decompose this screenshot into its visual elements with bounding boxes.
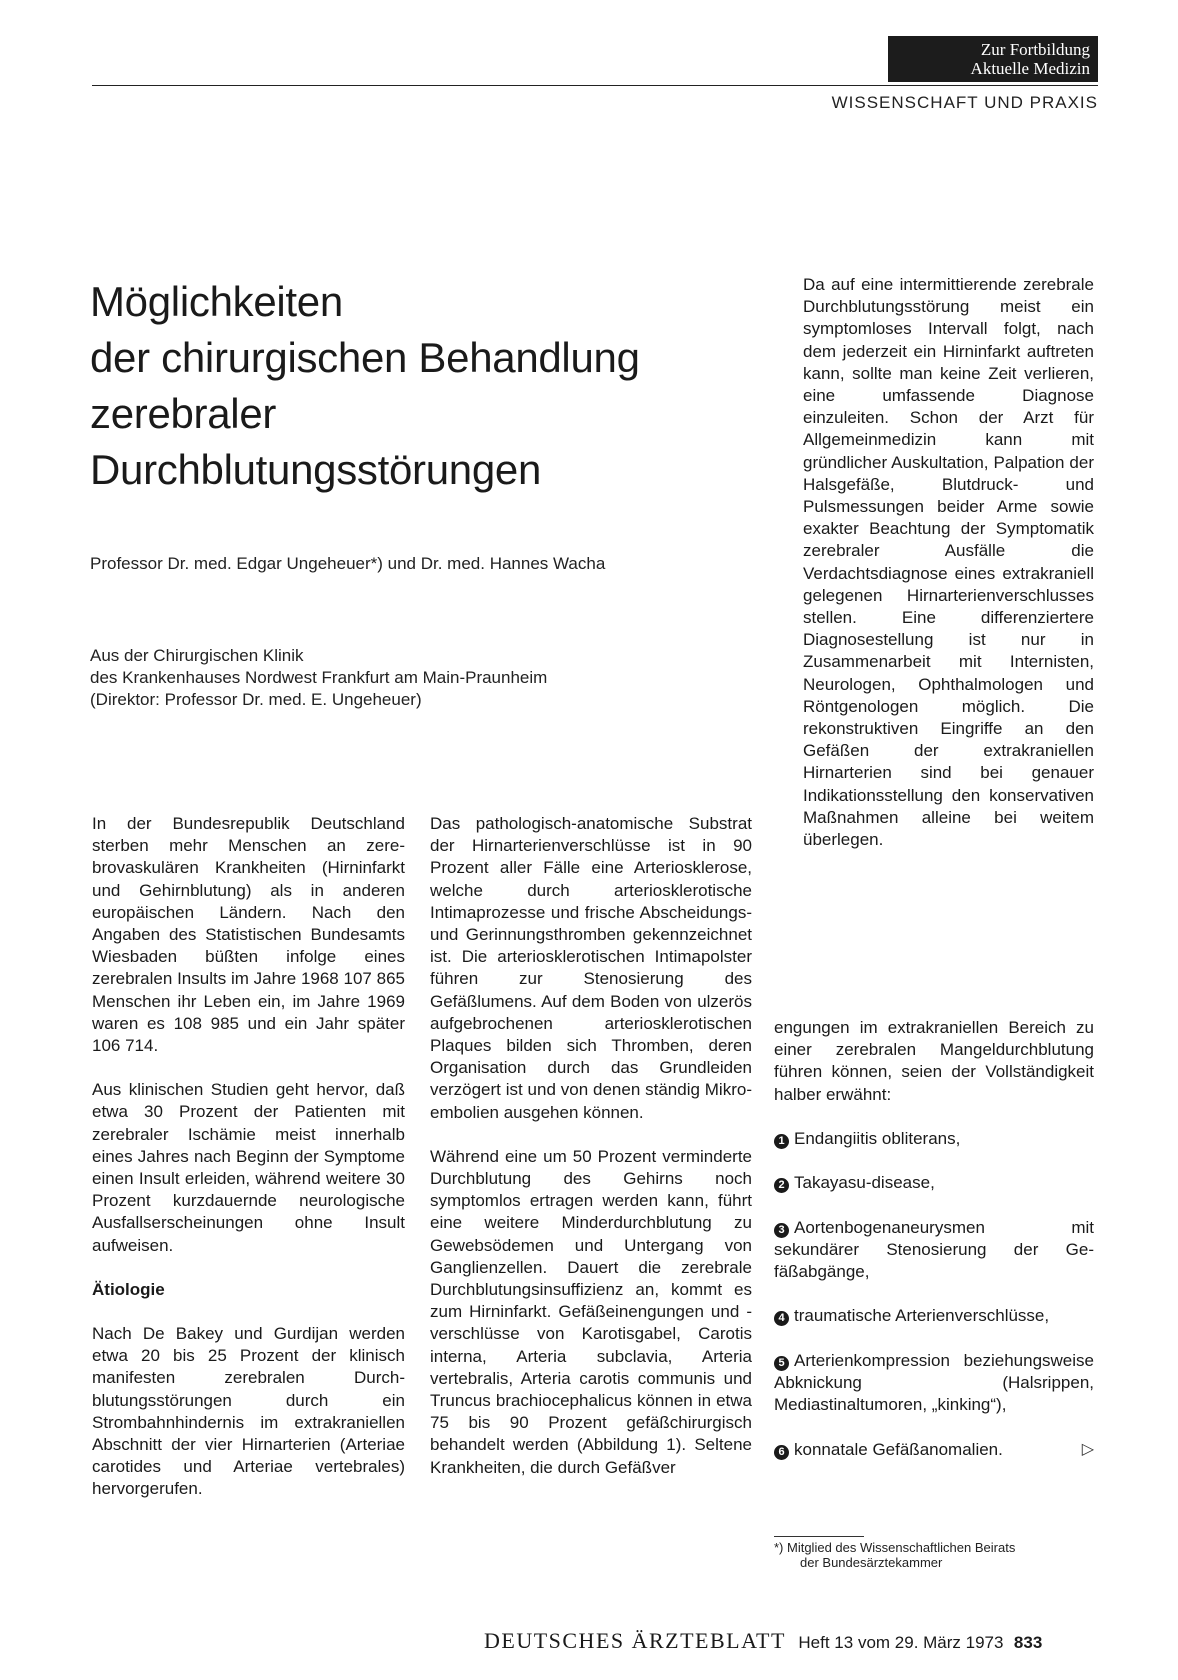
number-badge-icon: 6 bbox=[774, 1445, 789, 1460]
list-item-text: Arterienkompression beziehungsweise Abknickung (Halsrippen, Mediastinaltumoren, „kinking“), bbox=[774, 1350, 1094, 1415]
affiliation-line: Aus der Chirurgischen Klinik bbox=[90, 646, 304, 665]
list-item bbox=[774, 1350, 1094, 1417]
article-title bbox=[90, 274, 730, 498]
paragraph: Das pathologisch-anatomische Substrat der Hirnarterienverschlüsse ist in 90 Prozent aller Fälle eine Arteriosklerose, welche durch arteriosklerotische Intimaprozesse und frische Abscheidungs- und Gerinnungsthromben gekennzeichnet ist. Die arteriosklerotischen Intimapolster führen zur Stenosierung des Gefäßlumens. Auf dem Boden von ulzerös aufgebrochenen arteriosklerotischen Plaques bilden sich Thromben, deren Organisation durch das Grundleiden verzögert ist und von denen ständig Mikroembolien ausgehen können. bbox=[430, 814, 752, 1122]
paragraph: engungen im extrakraniellen Bereich zu einer zerebralen Mangeldurchblutung führen können, seien der Vollständigkeit halber erwähnt: bbox=[774, 1018, 1094, 1104]
header-rule bbox=[92, 85, 1098, 86]
number-badge-icon: 2 bbox=[774, 1178, 789, 1193]
paragraph: Während eine um 50 Prozent verminderte Durchblutung des Gehirns noch symptomlos ertragen werden kann, führt eine weitere Minderdurchblutung zu Gewebsödemen und Untergang von Ganglienzellen. Dauert die zerebrale Durchblutungsinsuffizienz an, kommt es zum Hirninfarkt. Gefäßeinengungen und -verschlüsse von Karotisgabel, Carotis interna, Arteria subclavia, Arteria vertebralis, Arteria carotis communis und Truncus brachiocephalicus können in etwa 75 bis 90 Prozent gefäßchirurgisch behandelt werden (Abbildung 1). Seltene Krankheiten, die durch Gefäßver bbox=[430, 1146, 752, 1477]
badge-line-1: Zur Fortbildung bbox=[980, 40, 1090, 59]
title-line: zerebraler bbox=[90, 390, 277, 438]
page-number: 833 bbox=[1013, 1633, 1043, 1652]
title-line: Möglichkeiten bbox=[90, 278, 343, 326]
badge-line-2: Aktuelle Medizin bbox=[970, 59, 1090, 78]
number-badge-icon: 3 bbox=[774, 1223, 789, 1238]
disease-list bbox=[774, 1128, 1094, 1461]
list-item-text: konnatale Gefäßanomalien. bbox=[794, 1439, 1003, 1459]
affiliation-line: (Direktor: Professor Dr. med. E. Ungeheuer) bbox=[90, 690, 422, 709]
list-item bbox=[774, 1172, 1094, 1194]
paragraph: Aus klinischen Studien geht hervor, daß etwa 30 Prozent der Patienten mit zerebraler Ischämie meist innerhalb eines Jahres nach Beginn der Symptome einen Insult erleiden, während weitere 30 Prozent kurzdauernde neurologische Ausfallserscheinungen ohne Insult aufweisen. bbox=[92, 1080, 405, 1255]
continue-arrow-icon: ▷ bbox=[1081, 1440, 1094, 1458]
list-item bbox=[774, 1217, 1094, 1284]
footnote-line: *) Mitglied des Wissenschaftlichen Beirats bbox=[774, 1540, 1016, 1555]
body-column-2 bbox=[430, 813, 752, 1501]
list-item bbox=[774, 1439, 1094, 1461]
page-footer bbox=[484, 1628, 1042, 1654]
issue-info: Heft 13 vom 29. März 1973 bbox=[798, 1633, 1004, 1652]
list-item-text: Endangiitis obliterans, bbox=[794, 1128, 961, 1148]
list-item bbox=[774, 1305, 1094, 1327]
list-item bbox=[774, 1128, 1094, 1150]
title-line: der chirurgischen Behandlung bbox=[90, 334, 640, 382]
number-badge-icon: 4 bbox=[774, 1311, 789, 1326]
summary-column bbox=[803, 274, 1094, 873]
list-item-text: Aortenbogenaneurysmen mit sekundärer Stenosierung der Gefäßabgänge, bbox=[774, 1217, 1094, 1281]
title-line: Durchblutungsstörungen bbox=[90, 446, 542, 494]
body-column-3 bbox=[774, 1017, 1094, 1483]
section-label: WISSENSCHAFT UND PRAXIS bbox=[831, 93, 1098, 112]
footnote-line: der Bundesärztekammer bbox=[800, 1555, 943, 1570]
paragraph: Nach De Bakey und Gurdijan werden etwa 20 bis 25 Prozent der klinisch manifesten zerebralen Durchblutungsstörungen durch ein Strombahnhindernis im extrakraniellen Abschnitt der vier Hirnarterien (Arteriae carotides und Arteriae vertebrales) hervorgerufen. bbox=[92, 1324, 405, 1499]
body-column-1 bbox=[92, 813, 405, 1523]
article-affiliation bbox=[90, 645, 547, 711]
paragraph: In der Bundesrepublik Deutschland sterben mehr Menschen an zerebrovaskulären Krankheiten (Hirninfarkt und Gehirnblutung) als in anderen europäischen Ländern. Nach den Angaben des Statistischen Bundesamts Wiesbaden büßten infolge eines zerebralen Insults im Jahre 1968 107 865 Menschen ihr Leben ein, im Jahre 1969 waren es 108 985 und ein Jahr später 106 714. bbox=[92, 814, 405, 1056]
affiliation-line: des Krankenhauses Nordwest Frankfurt am Main-Praunheim bbox=[90, 668, 548, 687]
section-badge bbox=[888, 36, 1098, 82]
summary-paragraph: Da auf eine intermittierende zerebrale Durchblutungsstörung meist ein symptomloses Intervall folgt, nach dem jederzeit ein Hirninfarkt auftreten kann, sollte man keine Zeit verlieren, eine umfassende Diagnose einzuleiten. Schon der Arzt für Allgemeinmedizin kann mit gründlicher Auskultation, Palpation der Halsgefäße, Blutdruck- und Pulsmessungen beider Arme sowie exakter Beachtung der Symptomatik zerebraler Ausfälle die Verdachtsdiagnose eines extrakraniell gelegenen Hirnarterienverschlusses stellen. Eine differenziertere Diagnosestellung ist nur in Zusammenarbeit mit Internisten, Neurologen, Ophthalmologen und Röntgenologen möglich. Die rekonstruktiven Eingriffe an den Gefäßen der extrakraniellen Hirnarterien sind bei genauer Indikationsstellung den konservativen Maßnahmen alleine bei weitem überlegen. bbox=[803, 275, 1094, 850]
list-item-text: traumatische Arterienverschlüsse, bbox=[794, 1306, 1050, 1326]
footnote-rule bbox=[774, 1536, 864, 1537]
number-badge-icon: 5 bbox=[774, 1356, 789, 1371]
section-heading: Ätiologie bbox=[92, 1279, 165, 1299]
journal-name: DEUTSCHES ÄRZTEBLATT bbox=[484, 1628, 786, 1653]
footnote bbox=[774, 1540, 1094, 1570]
article-authors: Professor Dr. med. Edgar Ungeheuer*) und Dr. med. Hannes Wacha bbox=[90, 554, 606, 573]
list-item-text: Takayasu-disease, bbox=[794, 1173, 935, 1193]
number-badge-icon: 1 bbox=[774, 1134, 789, 1149]
